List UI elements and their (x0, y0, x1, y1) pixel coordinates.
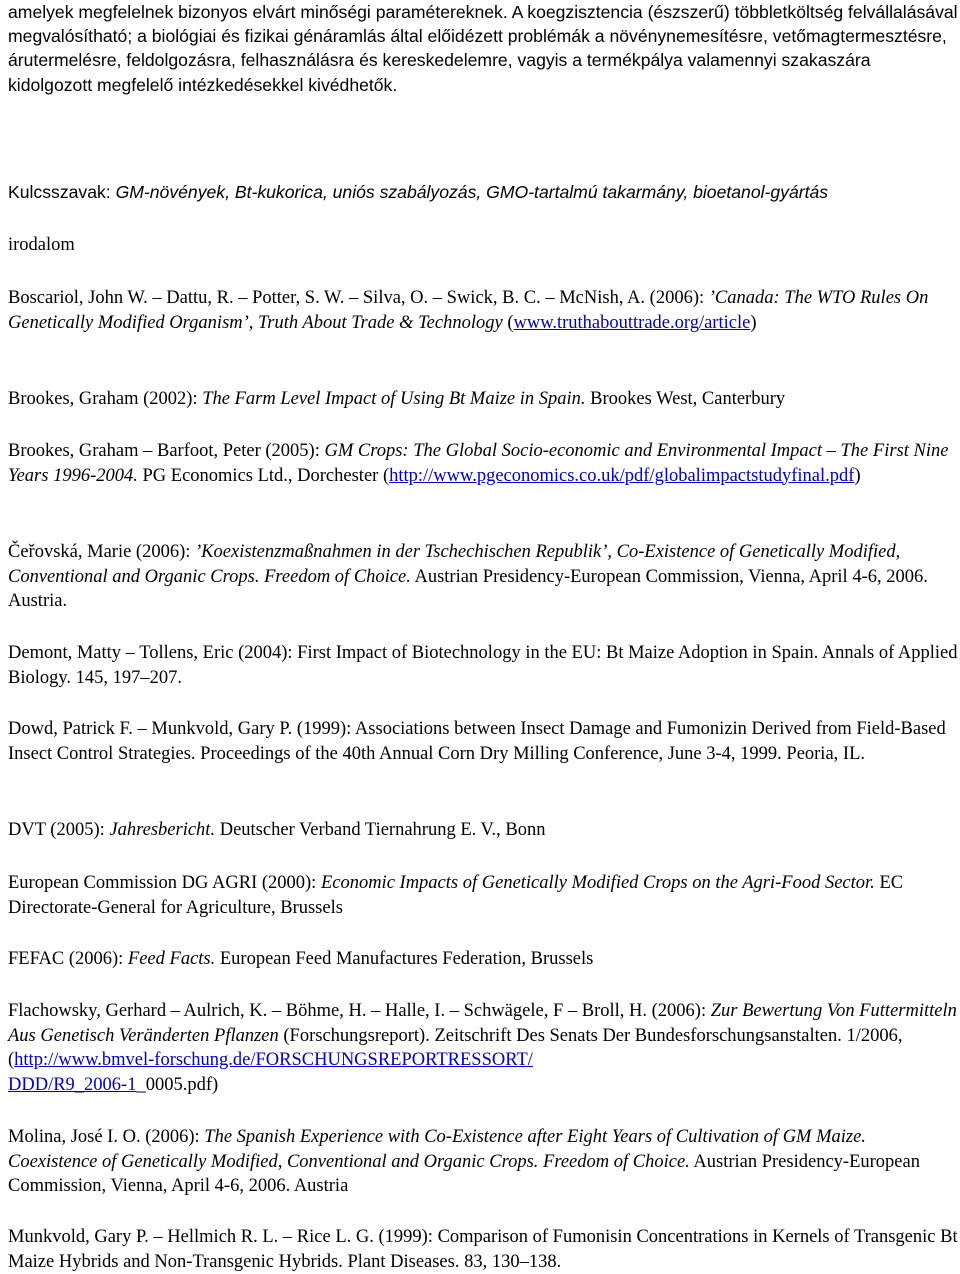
reference-title: Zur Bewertung Von Futtermitteln Aus Genetisch Veränderten Pflanzen (8, 1001, 957, 1046)
reference-munkvold: Munkvold, Gary P. – Hellmich R. L. – Rice L. G. (1999): Comparison of Fumonisin Concentrations in Kernels of Transgenic Bt Maize Hybrids and Non-Transgenic Hybrids. Plant Diseases. 83, 130–138. (8, 1227, 958, 1272)
reference-title: Jahresbericht. (109, 820, 216, 840)
section-heading-irodalom: irodalom (8, 235, 75, 255)
keywords-line (8, 180, 958, 204)
reference-flachowsky: Flachowsky, Gerhard – Aulrich, K. – Böhme, H. – Halle, I. – Schwägele, F – Broll, H. (2006): Zur Bewertung Von Futtermitteln Aus Genetisch Veränderten Pflanzen (Forschungsreport). Zeitschrift Des Senats Der Bundesforschungsanstalten. 1/2006, (http://www.bmvel-forschung.de/FORSCHUNGSREPORTRESSORT/ DDD/R9_2006-1_0005.pdf) (8, 1001, 957, 1095)
intro-paragraph: amelyek megfelelnek bizonyos elvárt minőségi paramétereknek. A koegzisztencia (észszerű) többletköltség felvállalásával megvalósítható; a biológiai és fizikai génáramlás által előidézett problémák a növénynemesítésre, vetőmagtermesztésre, árutermelésre, feldolgozásra, felhasználásra és kereskedelemre, vagyis a termékpálya valamennyi szakaszára kidolgozott megfelelő intézkedésekkel kivédhetők. (8, 2, 958, 95)
reference-title: The Spanish Experience with Co-Existence after Eight Years of Cultivation of GM Maize. Coexistence of Genetically Modified, Conventional and Organic Crops. Freedom of Choice. (8, 1127, 866, 1172)
reference-link[interactable]: http://www.bmvel-forschung.de/FORSCHUNGSREPORTRESSORT/ (14, 1050, 533, 1070)
keywords-value: GM-növények, Bt-kukorica, uniós szabályozás, GMO-tartalmú takarmány, bioetanol-gyártás (115, 182, 829, 202)
reference-title: Economic Impacts of Genetically Modified Crops on the Agri-Food Sector. (320, 873, 875, 893)
reference-dvt: DVT (2005): Jahresbericht. Deutscher Verband Tiernahrung E. V., Bonn (8, 820, 546, 840)
reference-molina: Molina, José I. O. (2006): The Spanish Experience with Co-Existence after Eight Years of Cultivation of GM Maize. Coexistence of Genetically Modified, Conventional and Organic Crops. Freedom of Choice. Austrian Presidency-European Commission, Vienna, April 4-6, 2006. Austria (8, 1127, 920, 1196)
reference-title: ’Koexistenzmaßnahmen in der Tschechischen Republik’, Co-Existence of Genetically Modified, Conventional and Organic Crops. Freedom of Choice. (8, 542, 901, 587)
reference-european-commission: European Commission DG AGRI (2000): Economic Impacts of Genetically Modified Crops on the Agri-Food Sector. EC Directorate-General for Agriculture, Brussels (8, 873, 904, 918)
reference-title: ’Canada: The WTO Rules On Genetically Modified Organism’, Truth About Trade & Technology (8, 288, 929, 333)
reference-brookes-2005: Brookes, Graham – Barfoot, Peter (2005): GM Crops: The Global Socio-economic and Environmental Impact – The First Nine Years 1996-2004. PG Economics Ltd., Dorchester (http://www.pgeconomics.co.uk/pdf/globalimpactstudyfinal.pdf) (8, 441, 949, 486)
keywords-label: Kulcsszavak: (8, 182, 111, 202)
reference-fefac: FEFAC (2006): Feed Facts. European Feed Manufactures Federation, Brussels (8, 949, 594, 969)
reference-title: The Farm Level Impact of Using Bt Maize in Spain. (202, 389, 586, 409)
reference-title: GM Crops: The Global Socio-economic and Environmental Impact – The First Nine Years 1996-2004. (8, 441, 949, 486)
reference-boscariol: Boscariol, John W. – Dattu, R. – Potter, S. W. – Silva, O. – Swick, B. C. – McNish, A. (2006): ’Canada: The WTO Rules On Genetically Modified Organism’, Truth About Trade & Technology (www.truthabouttrade.org/article) (8, 288, 929, 333)
reference-title: Feed Facts. (127, 949, 216, 969)
reference-cerovska: Čeřovská, Marie (2006): ’Koexistenzmaßnahmen in der Tschechischen Republik’, Co-Existence of Genetically Modified, Conventional and Organic Crops. Freedom of Choice. Austrian Presidency-European Commission, Vienna, April 4-6, 2006. Austria. (8, 542, 928, 611)
reference-brookes-2002: Brookes, Graham (2002): The Farm Level Impact of Using Bt Maize in Spain. Brookes West, Canterbury (8, 389, 786, 409)
reference-demont: Demont, Matty – Tollens, Eric (2004): First Impact of Biotechnology in the EU: Bt Maize Adoption in Spain. Annals of Applied Biology. 145, 197–207. (8, 643, 958, 688)
reference-link[interactable]: www.truthabouttrade.org/article (513, 312, 751, 333)
reference-dowd: Dowd, Patrick F. – Munkvold, Gary P. (1999): Associations between Insect Damage and Fumonizin Derived from Field-Based Insect Control Strategies. Proceedings of the 40th Annual Corn Dry Milling Conference, June 3-4, 1999. Peoria, IL. (8, 719, 946, 764)
reference-link-continued[interactable]: DDD/R9_2006-1 (8, 1074, 137, 1095)
reference-link[interactable]: http://www.pgeconomics.co.uk/pdf/globalimpactstudyfinal.pdf (389, 465, 855, 486)
